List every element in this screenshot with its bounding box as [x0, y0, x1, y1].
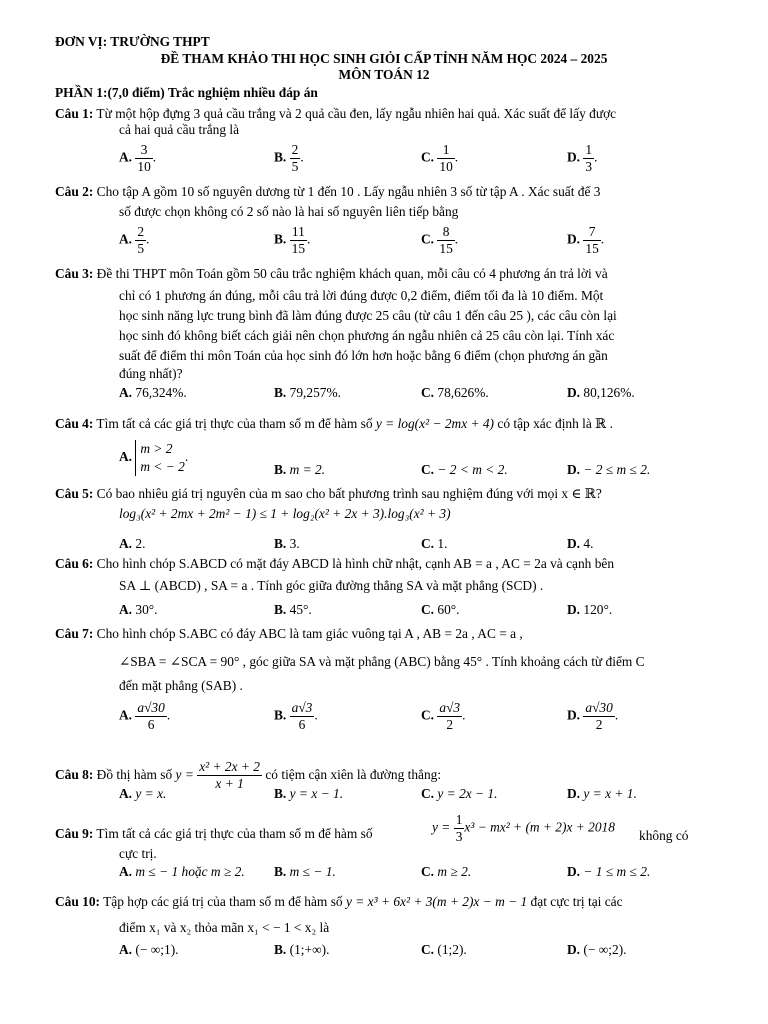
question-1-line-2: cả hai quả cầu trắng là: [119, 122, 240, 137]
question-3-line-2: chỉ có 1 phương án đúng, mỗi câu trả lời đúng được 0,2 điểm, điểm tối đa là 10 điểm. Một: [119, 288, 604, 303]
q1-option-c: C. $\frac{1}{10}$ .: [421, 142, 459, 174]
q10-function: y = x³ + 6x² + 3(m + 2)x − m − 1: [345, 894, 528, 909]
q8-option-a: A. y = x.: [119, 786, 167, 801]
question-3-line-6: đúng nhất)?: [119, 366, 183, 381]
q9-option-b: B. m ≤ − 1.: [274, 864, 336, 879]
school-unit: ĐƠN VỊ: TRƯỜNG THPT: [55, 34, 210, 49]
q10-option-b: B. (1;+∞).: [274, 942, 330, 957]
q8-option-d: D. y = x + 1.: [567, 786, 637, 801]
q9-option-d: D. − 1 ≤ m ≤ 2.: [567, 864, 651, 879]
q8-function: $\frac{\text{x² + 2x + 2}}{x + 1}$: [199, 759, 260, 792]
question-5: Câu 5: Có bao nhiêu giá trị nguyên của m sao cho bất phương trình sau nghiệm đúng với mọi x ∈ ℝ?: [55, 486, 602, 501]
q1-option-a: A. $\frac{3}{10}$ .: [119, 142, 157, 174]
question-8: Câu 8: Đồ thị hàm số y = $\frac{\text{x² + 2x + 2}}{x + 1}$ có tiệm cận xiên là đường thẳng:: [55, 759, 442, 792]
q7-option-b: B. $\frac{a√3}{6}$ .: [274, 700, 318, 732]
q7-option-c: C. $\frac{a√3}{2}$ .: [421, 700, 466, 732]
question-4: Câu 4: Tìm tất cả các giá trị thực của tham số m để hàm số y = log(x² − 2mx + 4) có tập xác định là ℝ .: [55, 416, 613, 431]
subject-title: MÔN TOÁN 12: [338, 67, 430, 82]
question-7: Câu 7: Cho hình chóp S.ABC có đáy ABC là tam giác vuông tại A , AB = 2a , AC = a ,: [55, 626, 523, 641]
question-3-line-5: suất để điểm thi môn Toán của học sinh đó lớn hơn hoặc bằng 6 điểm (chọn phương án gần: [119, 348, 608, 363]
question-10: Câu 10: Tập hợp các giá trị của tham số m để hàm số y = x³ + 6x² + 3(m + 2)x − m − 1 đạt cực trị tại các: [55, 894, 623, 909]
q4-function: y = log(x² − 2mx + 4): [375, 416, 495, 431]
q2-option-b: B. $\frac{11}{15}$ .: [274, 224, 311, 256]
q6-option-c: C. 60°.: [421, 602, 460, 617]
question-9: Câu 9: Tìm tất cả các giá trị thực của tham số m để hàm số: [55, 826, 373, 841]
question-7-line-2: ∠SBA = ∠SCA = 90° , góc giữa SA và mặt phẳng (ABC) bằng 45° . Tính khoảng cách từ điểm C: [119, 654, 645, 669]
q9-option-a: A. m ≤ − 1 hoặc m ≥ 2.: [119, 864, 245, 879]
q7-option-a: A. $\frac{a√30}{6}$ .: [119, 700, 171, 732]
q4-option-d: D. − 2 ≤ m ≤ 2.: [567, 462, 651, 477]
q5-inequality: log₃(x² + 2mx + 2m² − 1) ≤ 1 + log₂(x² + 2x + 3).log₃(x² + 3): [119, 506, 451, 521]
question-7-line-3: đến mặt phẳng (SAB) .: [119, 678, 243, 693]
q6-option-a: A. 30°.: [119, 602, 158, 617]
part-title: PHẦN 1:(7,0 điểm) Trắc nghiệm nhiều đáp án: [55, 85, 318, 100]
q4-option-c: C. − 2 < m < 2.: [421, 462, 508, 477]
exam-title: ĐỀ THAM KHẢO THI HỌC SINH GIỎI CẤP TỈNH NĂM HỌC 2024 – 2025: [160, 51, 608, 66]
q5-option-b: B. 3.: [274, 536, 300, 551]
q1-option-b: B. $\frac{2}{5}$ .: [274, 142, 304, 174]
q1-option-d: D. $\frac{1}{3}$ .: [567, 142, 598, 174]
q2-option-d: D. $\frac{7}{15}$ .: [567, 224, 605, 256]
q4-option-b: B. m = 2.: [274, 462, 326, 477]
question-9-end: không có: [639, 828, 689, 843]
q8-option-b: B. y = x − 1.: [274, 786, 344, 801]
q5-option-d: D. 4.: [567, 536, 594, 551]
q6-option-d: D. 120°.: [567, 602, 613, 617]
q7-option-d: D. $\frac{a√30}{2}$ .: [567, 700, 619, 732]
q10-option-a: A. (− ∞;1).: [119, 942, 179, 957]
question-3: Câu 3: Đề thi THPT môn Toán gồm 50 câu trắc nghiệm khách quan, mỗi câu có 4 phương án trả lời và: [55, 266, 608, 281]
question-2: Câu 2: Cho tập A gồm 10 số nguyên dương từ 1 đến 10 . Lấy ngẫu nhiên 3 số từ tập A . Xác suất để 3: [55, 184, 601, 199]
q2-option-a: A. $\frac{2}{5}$ .: [119, 224, 150, 256]
q10-option-c: C. (1;2).: [421, 942, 467, 957]
question-3-line-3: học sinh năng lực trung bình đã làm đúng được 25 câu (từ câu 1 đến câu 25 ), các câu còn lại: [119, 308, 617, 323]
q9-option-c: C. m ≥ 2.: [421, 864, 472, 879]
q4-option-a: A. m > 2 m < − 2 .: [119, 441, 189, 474]
question-10-line-2: điểm x₁ và x₂ thỏa mãn x₁ < − 1 < x₂ là: [119, 920, 330, 935]
q3-option-b: B. 79,257%.: [274, 385, 341, 400]
q9-function: y = $\frac{1}{3}$ x³ − mx² + (m + 2)x + 2018: [432, 812, 615, 844]
question-2-line-2: số được chọn không có 2 số nào là hai số nguyên liên tiếp bằng: [119, 204, 459, 219]
q5-option-a: A. 2.: [119, 536, 146, 551]
q5-option-c: C. 1.: [421, 536, 448, 551]
q3-option-a: A. 76,324%.: [119, 385, 187, 400]
q10-option-d: D. (− ∞;2).: [567, 942, 627, 957]
question-1: Câu 1: Từ một hộp đựng 3 quả cầu trắng và 2 quả cầu đen, lấy ngẫu nhiên hai quả. Xác suất để lấy được: [55, 106, 617, 121]
question-6-line-2: SA ⊥ (ABCD) , SA = a . Tính góc giữa đường thẳng SA và mặt phẳng (SCD) .: [119, 578, 544, 593]
q8-option-c: C. y = 2x − 1.: [421, 786, 498, 801]
q6-option-b: B. 45°.: [274, 602, 312, 617]
question-9-line-2: cực trị.: [119, 846, 157, 861]
question-3-line-4: học sinh đó không biết cách giải nên chọn phương án ngẫu nhiên cả 25 câu còn lại. Tính xác: [119, 328, 615, 343]
question-6: Câu 6: Cho hình chóp S.ABCD có mặt đáy ABCD là hình chữ nhật, cạnh AB = a , AC = 2a và cạnh bên: [55, 556, 615, 571]
q2-option-c: C. $\frac{8}{15}$ .: [421, 224, 459, 256]
q3-option-d: D. 80,126%.: [567, 385, 635, 400]
q3-option-c: C. 78,626%.: [421, 385, 489, 400]
